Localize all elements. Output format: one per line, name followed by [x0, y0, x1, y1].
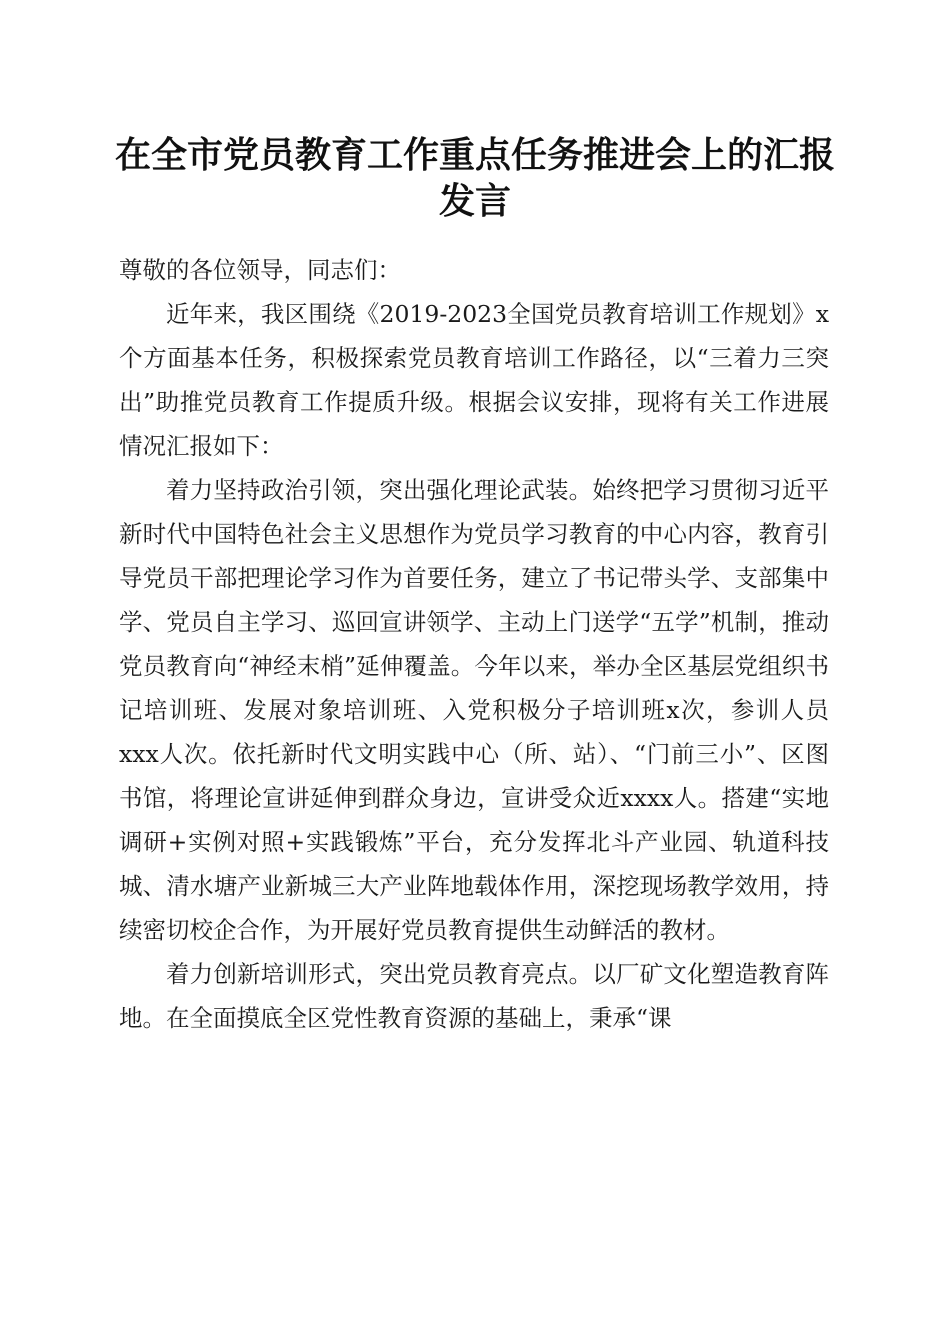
document-title: 在全市党员教育工作重点任务推进会上的汇报发言 [114, 134, 835, 222]
document-body [119, 248, 829, 1040]
paragraph-political-guidance: 着力坚持政治引领，突出强化理论武装。始终把学习贯彻习近平新时代中国特色社会主义思想作为党员学习教育的中心内容，教育引导党员干部把理论学习作为首要任务，建立了书记带头学、支部集中学、党员自主学习、巡回宣讲领学、主动上门送学“五学”机制，推动党员教育向“神经末梢”延伸覆盖。今年以来，举办全区基层党组织书记培训班、发展对象培训班、入党积极分子培训班x次，参训人员xxx人次。依托新时代文明实践中心（所、站）、“门前三小”、区图书馆，将理论宣讲延伸到群众身边，宣讲受众近xxxx人。搭建“实地调研+实例对照+实践锻炼”平台，充分发挥北斗产业园、轨道科技城、清水塘产业新城三大产业阵地载体作用，深挖现场教学效用，持续密切校企合作，为开展好党员教育提供生动鲜活的教材。 [119, 476, 829, 944]
paragraph-training-innovation: 着力创新培训形式，突出党员教育亮点。以厂矿文化塑造教育阵地。在全面摸底全区党性教育资源的基础上，秉承“课 [119, 960, 829, 1032]
salutation: 尊敬的各位领导，同志们： [119, 256, 401, 284]
paragraph-intro: 近年来，我区围绕《2019-2023全国党员教育培训工作规划》x个方面基本任务，积极探索党员教育培训工作路径，以“三着力三突出”助推党员教育工作提质升级。根据会议安排，现将有关工作进展情况汇报如下： [119, 300, 829, 460]
